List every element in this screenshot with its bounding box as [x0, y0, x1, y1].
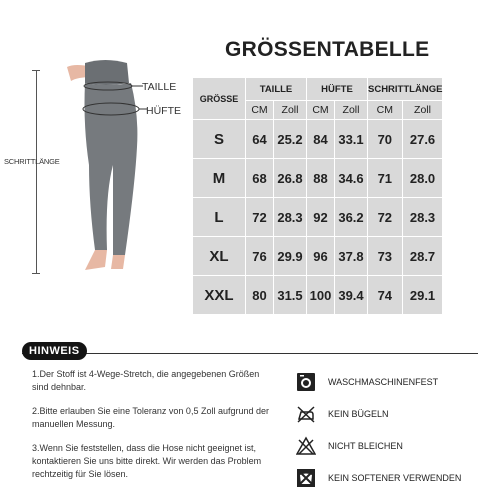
size-cell: L	[193, 198, 246, 237]
washing-machine-icon	[296, 372, 316, 392]
value-cell: 25.2	[274, 120, 307, 159]
unit-header: Zoll	[274, 101, 307, 120]
table-row	[193, 198, 443, 237]
value-cell: 100	[307, 276, 335, 315]
page-title: GRÖSSENTABELLE	[225, 38, 430, 61]
measure-cap-top	[32, 70, 40, 71]
value-cell: 28.3	[402, 198, 443, 237]
care-label: NICHT BLEICHEN	[328, 440, 403, 451]
value-cell: 64	[246, 120, 274, 159]
hinweis-badge: HINWEIS	[22, 342, 87, 360]
value-cell: 37.8	[335, 237, 368, 276]
value-cell: 29.1	[402, 276, 443, 315]
care-item	[296, 462, 491, 493]
size-chart-table	[192, 77, 443, 315]
care-label: WASCHMASCHINENFEST	[328, 376, 439, 387]
inseam-label: SCHRITTLÄNGE	[4, 157, 60, 166]
value-cell: 96	[307, 237, 335, 276]
section-divider	[22, 353, 478, 354]
no-softener-icon	[296, 468, 316, 488]
value-cell: 70	[368, 120, 403, 159]
value-cell: 31.5	[274, 276, 307, 315]
care-label: KEIN SOFTENER VERWENDEN	[328, 472, 462, 483]
value-cell: 68	[246, 159, 274, 198]
unit-header: Zoll	[402, 101, 443, 120]
group-header-hip: HÜFTE	[307, 78, 368, 101]
note-item: 1.Der Stoff ist 4-Wege-Stretch, die angegebenen Größen sind dehnbar.	[32, 369, 260, 392]
note-item: 3.Wenn Sie feststellen, dass die Hose nicht geeignet ist, kontaktieren Sie uns bitte direkt. Wir werden das Problem rechtzeitig für Sie lösen.	[32, 443, 262, 479]
note-item: 2.Bitte erlauben Sie eine Toleranz von 0,5 Zoll aufgrund der manuellen Messung.	[32, 406, 269, 429]
notes-list	[32, 368, 272, 492]
inseam-measure-line	[36, 70, 37, 274]
waist-label: TAILLE	[142, 81, 177, 93]
table-row	[193, 159, 443, 198]
no-iron-icon	[296, 404, 316, 424]
unit-header: CM	[307, 101, 335, 120]
size-cell: M	[193, 159, 246, 198]
care-instructions	[296, 366, 491, 494]
hip-label: HÜFTE	[146, 105, 181, 117]
unit-header: CM	[368, 101, 403, 120]
value-cell: 39.4	[335, 276, 368, 315]
value-cell: 29.9	[274, 237, 307, 276]
measure-cap-bottom	[32, 273, 40, 274]
value-cell: 72	[246, 198, 274, 237]
value-cell: 27.6	[402, 120, 443, 159]
value-cell: 88	[307, 159, 335, 198]
size-column-header: GRÖSSE	[193, 78, 246, 120]
group-header-inseam: SCHRITTLÄNGE	[368, 78, 443, 101]
value-cell: 92	[307, 198, 335, 237]
group-header-waist: TAILLE	[246, 78, 307, 101]
value-cell: 28.0	[402, 159, 443, 198]
size-cell: XL	[193, 237, 246, 276]
table-row	[193, 120, 443, 159]
value-cell: 74	[368, 276, 403, 315]
care-label: KEIN BÜGELN	[328, 408, 389, 419]
value-cell: 73	[368, 237, 403, 276]
value-cell: 33.1	[335, 120, 368, 159]
unit-header: Zoll	[335, 101, 368, 120]
value-cell: 84	[307, 120, 335, 159]
value-cell: 26.8	[274, 159, 307, 198]
care-item	[296, 430, 491, 461]
care-item	[296, 366, 491, 397]
value-cell: 76	[246, 237, 274, 276]
value-cell: 34.6	[335, 159, 368, 198]
value-cell: 71	[368, 159, 403, 198]
unit-header: CM	[246, 101, 274, 120]
value-cell: 28.3	[274, 198, 307, 237]
no-bleach-icon	[296, 436, 316, 456]
size-cell: S	[193, 120, 246, 159]
value-cell: 28.7	[402, 237, 443, 276]
care-item	[296, 398, 491, 429]
value-cell: 80	[246, 276, 274, 315]
size-cell: XXL	[193, 276, 246, 315]
table-row	[193, 276, 443, 315]
value-cell: 72	[368, 198, 403, 237]
value-cell: 36.2	[335, 198, 368, 237]
table-row	[193, 237, 443, 276]
